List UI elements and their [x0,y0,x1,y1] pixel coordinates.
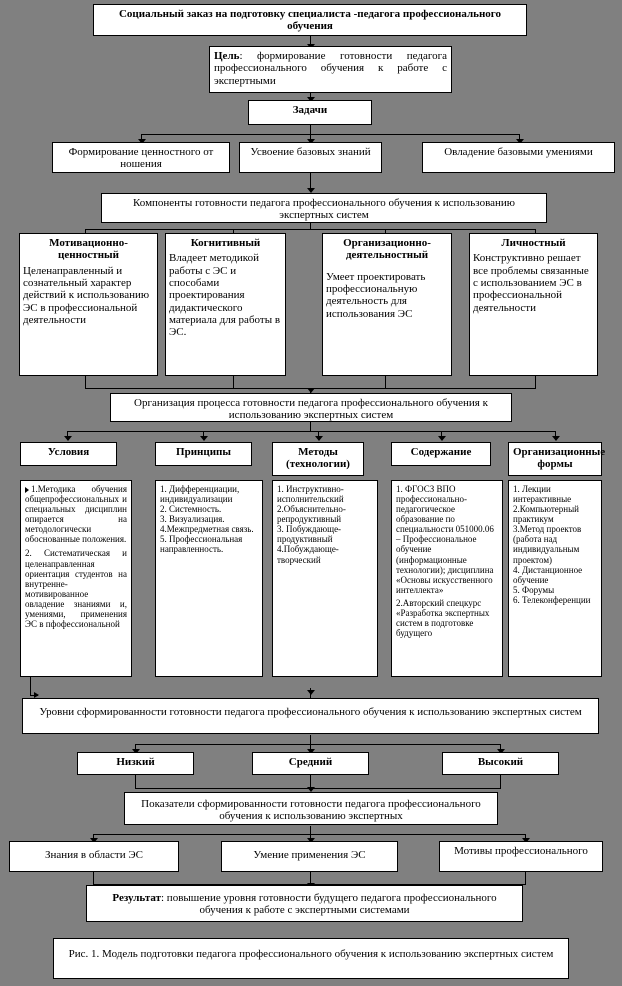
connector-components-org-mid2 [385,375,386,389]
component-body: Конструктивно решает все проблемы связанные с использованием ЭС в профессиональной деятельности [473,252,589,314]
goal-label: Цель [214,50,240,62]
column-item-text: 2. Систематическая и целенаправленная ориентация студентов на внутренне-мотивированное овладение знаниями и, умениями, применения ЭС в пфофессиональной [25,548,127,630]
bullet-icon [25,487,29,493]
result-box [86,885,523,922]
column-item: 1. Инструктивно-исполнительский [277,484,344,505]
connector-tasks-down [310,124,311,134]
connector-levels-spread [135,744,500,745]
task-box-2 [239,142,382,173]
connector-indicators-spread [93,834,525,835]
connector-levels-down [310,735,311,744]
column-body-conditions [20,480,132,677]
tasks-title-box [248,100,372,125]
connector-tasks-spread [141,134,519,135]
indicator-box-1 [9,841,179,872]
column-title: Методы (технологии) [286,446,350,471]
component-box-4 [469,233,598,376]
levels-header-box [22,698,599,734]
column-body-content [391,480,503,677]
level-label: Высокий [477,756,524,768]
arrow-col-5 [552,436,560,441]
column-body-forms [508,480,602,677]
component-box-3 [322,233,452,376]
connector-components-org-mid [233,375,234,389]
column-item: 1. ФГОСЗ ВПО профессионально-педагогическое образование по специальности 051000.06 – Профессиональное обучение (информационные технологии); дисциплина «Основы искусственного интеллекта» [396,484,494,595]
result-text: : повышение уровня готовности будущего педагога профессионального обучения к работе с экспертными системами [161,892,497,917]
arrow-col-3 [315,436,323,441]
column-item: 2.Авторский спецкурс «Разработка экспертных систем в подготовке будущего [396,597,490,639]
column-title: Условия [47,446,90,458]
column-header-methods [272,442,364,476]
components-header-box [101,193,547,223]
component-title: Мотивационно-ценностный [49,237,128,262]
connector-columns-spread [67,431,555,432]
task-box-3 [422,142,615,173]
column-header-conditions [20,442,117,466]
arrow-columns-levels [307,690,315,695]
column-item: 6. Телеконференции [513,594,591,605]
indicator-box-3 [439,841,603,872]
organization-header-box [110,393,512,422]
column-item: 3.Метод проектов (работа над индивидуальным проектом) [513,524,582,565]
indicator-label: Умение применения ЭС [253,849,366,861]
task-label: Овладение базовыми умениями [444,146,593,158]
figure-caption-text: Рис. 1. Модель подготовки педагога профессионального обучения к использованию экспертных систем [68,948,554,960]
column-item: 1. Дифференциации, индивидуализации [160,484,240,505]
task-label: Усвоение базовых знаний [250,146,371,158]
column-title: Принципы [176,446,231,458]
connector-org-columns [310,421,311,431]
indicator-label: Мотивы профессионального [454,845,588,857]
level-label: Средний [288,756,333,768]
component-title: Личностный [501,237,566,249]
component-title: Организационно-деятельностный [343,237,431,262]
level-box-medium [252,752,369,775]
column-body-principles [155,480,263,677]
column-header-forms [508,442,606,476]
column-item [25,484,127,544]
task-box-1 [52,142,230,173]
column-item: 5. Профессиональная направленность. [160,534,243,555]
column-item: 4.Побуждающе-творческий [277,544,339,565]
connector-levels-indicators-1 [135,775,136,789]
arrow-col-4 [438,436,446,441]
level-label: Низкий [116,756,155,768]
goal-box [209,46,452,93]
tasks-title-text: Задачи [292,104,328,116]
social-order-text: Социальный заказ на подготовку специалиста -педагога профессионального обучения [118,8,502,33]
component-body: Целенаправленный и сознательный характер действий к использованию ЭС в профессиональной деятельности [23,264,150,326]
component-box-1 [19,233,158,376]
column-header-content [391,442,491,466]
connector-components-spread [85,229,535,230]
column-item: 2.Компьютерный практикум [513,504,579,525]
indicators-header-text: Показатели сформированности готовности педагога профессионального обучения к использованию экспертных [141,798,481,823]
connector-levels-indicators-3 [500,775,501,789]
social-order-box [93,4,527,36]
column-title: Содержание [410,446,472,458]
component-body: Владеет методикой работы с ЭС и способами проектирования дидактического материала для работы в ЭС. [169,252,281,339]
column-title: Организационные формы [513,446,606,471]
organization-header-text: Организация процесса готовности педагога профессионального обучения к использованию экспертных систем [134,397,488,422]
column-item: 4.Межпредметная связь. [160,524,254,535]
column-item [25,548,127,629]
connector-components-org-left [85,375,86,389]
arrow-col-1 [64,436,72,441]
connector-components-down [310,222,311,229]
component-title: Когнитивный [190,237,261,249]
column-item: 1. Лекции интерактивные [513,484,572,505]
figure-caption-box [53,938,569,979]
column-item: 5. Форумы [513,584,555,595]
component-box-2 [165,233,286,376]
column-header-principles [155,442,252,466]
components-header-text: Компоненты готовности педагога профессионального обучения к использованию экспертных систем [132,197,515,222]
column-item-text: 1.Методика обучения общепрофессиональных и специальных дисциплин опирается на методологически обоснованные положения. [25,484,127,545]
result-label: Результат [112,892,161,904]
level-box-low [77,752,194,775]
connector-ind-result-3 [525,872,526,885]
column-item: 3. Визуализация. [160,514,225,525]
component-body: Умеет проектировать профессиональную деятельность для использования ЭС [326,270,426,320]
column-body-methods [272,480,378,677]
connector-indicators-join [135,788,500,789]
task-label: Формирование ценностного от ношения [68,146,214,171]
level-box-high [442,752,559,775]
connector-indicators-down [310,826,311,834]
indicator-label: Знания в области ЭС [45,849,143,861]
column-item: 2. Системность. [160,504,222,515]
column-item: 4. Дистанционное обучение [513,564,583,585]
arrow-col-2 [200,436,208,441]
indicator-box-2 [221,841,398,872]
levels-header-text: Уровни сформированности готовности педагога профессионального обучения к использованию экспертных систем [39,706,582,718]
column-item: 2.Объяснительно-репродуктивный [277,504,346,525]
connector-components-org-right [535,375,536,389]
goal-text: : формирование готовности педагога профессионального обучения к работе с экспертными [214,50,447,87]
indicators-header-box [124,792,498,825]
column-item: 3. Побуждающе-продуктивный [277,524,342,545]
